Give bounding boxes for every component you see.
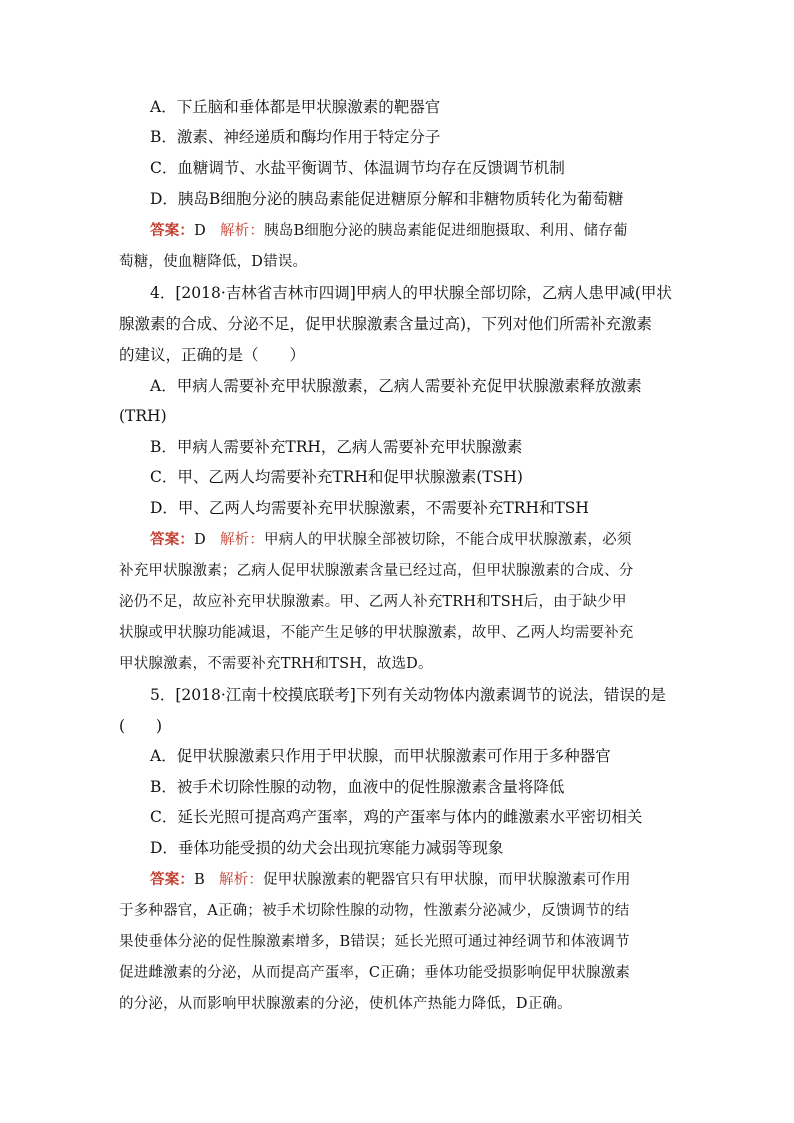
answer-value: B bbox=[194, 872, 205, 888]
q5-option-b: B．被手术切除性腺的动物，血液中的促性腺激素含量将降低 bbox=[150, 778, 565, 796]
q3-option-b: B．激素、神经递质和酶均作用于特定分子 bbox=[150, 128, 441, 146]
analysis-label: 解析： bbox=[219, 223, 265, 239]
q3-option-d: D．胰岛B细胞分泌的胰岛素能促进糖原分解和非糖物质转化为葡萄糖 bbox=[150, 190, 624, 208]
q4-option-a: A．甲病人需要补充甲状腺激素，乙病人需要补充促甲状腺激素释放激素 bbox=[150, 377, 642, 395]
q5-analysis-line: 于多种器官，A正确；被手术切除性腺的动物，性激素分泌减少，反馈调节的结 bbox=[119, 903, 630, 919]
q4-option-a-cont: (TRH) bbox=[119, 407, 167, 425]
q4-analysis-line: 甲状腺激素，不需要补充TRH和TSH，故选D。 bbox=[119, 656, 433, 672]
q5-stem-line: 5．[2018·江南十校摸底联考]下列有关动物体内激素调节的说法，错误的是 bbox=[150, 686, 666, 704]
analysis-text: 胰岛B细胞分泌的胰岛素能促进细胞摄取、利用、储存葡 bbox=[264, 223, 628, 239]
q4-stem-line: 的建议，正确的是（ ） bbox=[119, 346, 306, 364]
answer-label: 答案： bbox=[150, 871, 195, 888]
answer-label: 答案： bbox=[150, 531, 195, 548]
q3-option-c: C．血糖调节、水盐平衡调节、体温调节均存在反馈调节机制 bbox=[150, 159, 565, 177]
answer-value: D bbox=[194, 532, 206, 548]
q5-answer-line bbox=[150, 870, 631, 890]
q4-option-d: D．甲、乙两人均需要补充甲状腺激素，不需要补充TRH和TSH bbox=[150, 499, 589, 517]
q5-option-a: A．促甲状腺激素只作用于甲状腺，而甲状腺激素可作用于多种器官 bbox=[150, 747, 611, 765]
q5-analysis-line: 果使垂体分泌的促性腺激素增多，B错误；延长光照可通过神经调节和体液调节 bbox=[119, 934, 630, 950]
q4-option-b: B．甲病人需要补充TRH，乙病人需要补充甲状腺激素 bbox=[150, 438, 523, 456]
analysis-label: 解析： bbox=[218, 872, 264, 888]
analysis-text: 甲病人的甲状腺全部被切除，不能合成甲状腺激素，必须 bbox=[264, 532, 632, 548]
analysis-text: 促甲状腺激素的靶器官只有甲状腺，而甲状腺激素可作用 bbox=[263, 872, 631, 888]
q4-answer-line bbox=[150, 530, 632, 550]
q3-analysis-line: 萄糖，使血糖降低，D错误。 bbox=[119, 254, 308, 270]
q5-analysis-line: 促进雌激素的分泌，从而提高产蛋率，C正确；垂体功能受损影响促甲状腺激素 bbox=[119, 965, 631, 981]
q5-analysis-line: 的分泌，从而影响甲状腺激素的分泌，使机体产热能力降低，D正确。 bbox=[119, 996, 572, 1012]
q5-option-c: C．延长光照可提高鸡产蛋率，鸡的产蛋率与体内的雌激素水平密切相关 bbox=[150, 808, 643, 826]
q4-analysis-line: 泌仍不足，故应补充甲状腺激素。甲、乙两人补充TRH和TSH后，由于缺少甲 bbox=[119, 594, 627, 610]
q5-option-d: D．垂体功能受损的幼犬会出现抗寒能力减弱等现象 bbox=[150, 839, 504, 857]
analysis-label: 解析： bbox=[219, 532, 265, 548]
q4-stem-line: 腺激素的合成、分泌不足，促甲状腺激素含量过高)，下列对他们所需补充激素 bbox=[119, 315, 653, 333]
q4-analysis-line: 状腺或甲状腺功能减退，不能产生足够的甲状腺激素，故甲、乙两人均需要补充 bbox=[119, 625, 634, 641]
q3-option-a: A．下丘脑和垂体都是甲状腺激素的靶器官 bbox=[150, 98, 441, 116]
q4-option-c: C．甲、乙两人均需要补充TRH和促甲状腺激素(TSH) bbox=[150, 468, 523, 486]
q4-stem-line: 4．[2018·吉林省吉林市四调]甲病人的甲状腺全部切除，乙病人患甲减(甲状 bbox=[150, 284, 672, 302]
q5-stem-line: ( ) bbox=[119, 717, 163, 735]
answer-value: D bbox=[194, 223, 206, 239]
q3-answer-line bbox=[150, 221, 628, 241]
answer-label: 答案： bbox=[150, 222, 195, 239]
q4-analysis-line: 补充甲状腺激素；乙病人促甲状腺激素含量已经过高，但甲状腺激素的合成、分 bbox=[119, 563, 634, 579]
